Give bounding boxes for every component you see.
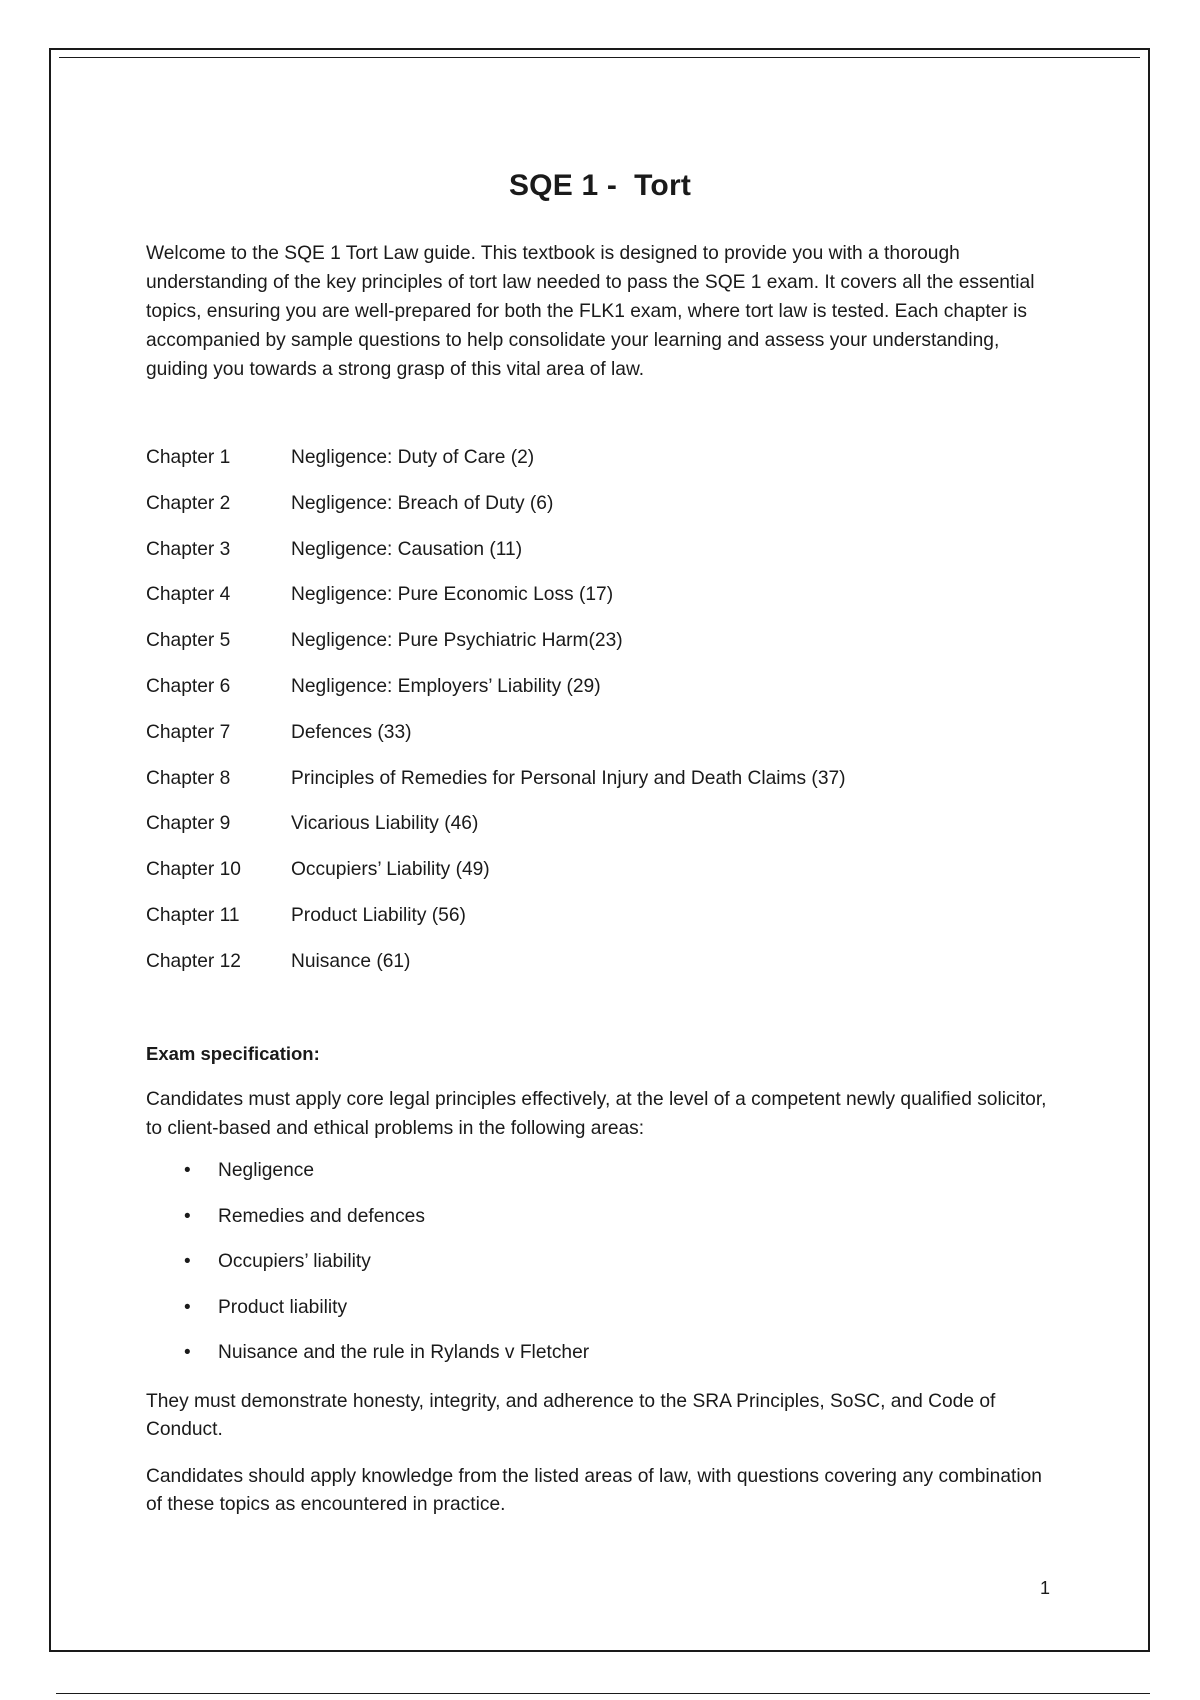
list-item [146,1251,589,1297]
toc-chapter-label: Chapter 7 [146,721,231,743]
top-border-line [59,57,1140,58]
toc-chapter-label: Chapter 5 [146,630,231,652]
toc-chapter-title: Vicarious Liability (46) [291,813,479,835]
toc-row-4 [146,584,1046,630]
toc-chapter-title: Negligence: Pure Economic Loss (17) [291,584,614,606]
list-item-text: Remedies and defences [218,1205,425,1227]
toc-row-10 [146,859,1046,905]
toc-chapter-label: Chapter 1 [146,447,231,468]
bullet-icon: • [184,1296,191,1318]
toc-row-3 [146,539,1046,585]
bullet-icon: • [184,1251,191,1272]
toc-chapter-title: Negligence: Employers’ Liability (29) [291,675,601,697]
toc-chapter-label: Chapter 8 [146,767,231,789]
intro-paragraph: Welcome to the SQE 1 Tort Law guide. This textbook is designed to provide you with a thorough understanding of the key principles of tort law needed to pass the SQE 1 exam. It covers all the essential topics, ensuring you are well-prepared for both the FLK1 exam, where tort law is tested. Each chapter is accompanied by sample questions to help consolidate your learning and assess your understanding, guiding you towards a strong grasp of this vital area of law. [146,243,1035,380]
list-item [146,1342,589,1388]
toc-row-2 [146,493,1046,539]
toc-chapter-title: Negligence: Breach of Duty (6) [291,492,554,514]
toc-chapter-label: Chapter 4 [146,584,231,606]
toc-row-12 [146,951,1046,997]
exam-spec-heading: Exam specification: [146,1043,320,1064]
bullet-icon: • [184,1160,191,1181]
toc-chapter-title: Negligence: Duty of Care (2) [291,447,535,468]
list-item-text: Occupiers’ liability [218,1251,371,1272]
exam-spec-conduct-paragraph: They must demonstrate honesty, integrity, and adherence to the SRA Principles, SoSC, and Code of Conduct. [146,1391,996,1440]
table-of-contents [146,447,1046,997]
list-item-text: Negligence [218,1160,315,1181]
page-bottom-rule [56,1693,1150,1694]
toc-chapter-title: Negligence: Pure Psychiatric Harm(23) [291,630,623,652]
toc-chapter-title: Product Liability (56) [291,904,466,926]
bullet-icon: • [184,1342,191,1363]
toc-row-9 [146,813,1046,859]
toc-chapter-title: Negligence: Causation (11) [291,538,523,560]
toc-chapter-label: Chapter 6 [146,675,231,697]
exam-spec-intro: Candidates must apply core legal principles effectively, at the level of a competent newly qualified solicitor, to client-based and ethical problems in the following areas: [146,1089,1047,1139]
toc-chapter-label: Chapter 3 [146,538,231,560]
toc-row-6 [146,676,1046,722]
toc-row-1 [146,447,1046,493]
bullet-icon: • [184,1205,191,1227]
list-item-text: Product liability [218,1296,348,1318]
toc-chapter-label: Chapter 2 [146,492,231,514]
list-item [146,1297,589,1343]
page-number: 1 [1040,1578,1051,1598]
toc-row-8 [146,768,1046,814]
exam-spec-areas-list [146,1160,589,1388]
toc-chapter-title: Nuisance (61) [291,950,411,972]
document-title: SQE 1 - Tort [508,169,692,203]
toc-chapter-title: Defences (33) [291,721,412,743]
list-item [146,1160,589,1206]
list-item-text: Nuisance and the rule in Rylands v Fletcher [218,1342,590,1363]
toc-chapter-title: Principles of Remedies for Personal Injury and Death Claims (37) [291,767,846,789]
toc-row-5 [146,630,1046,676]
toc-chapter-title: Occupiers’ Liability (49) [291,859,490,881]
toc-chapter-label: Chapter 9 [146,813,231,835]
toc-chapter-label: Chapter 10 [146,859,241,881]
exam-spec-knowledge-paragraph: Candidates should apply knowledge from the listed areas of law, with questions covering any combination of these topics as encountered in practice. [146,1466,1042,1515]
toc-row-11 [146,905,1046,951]
toc-row-7 [146,722,1046,768]
toc-chapter-label: Chapter 12 [146,950,241,972]
toc-chapter-label: Chapter 11 [146,904,240,926]
list-item [146,1206,589,1252]
